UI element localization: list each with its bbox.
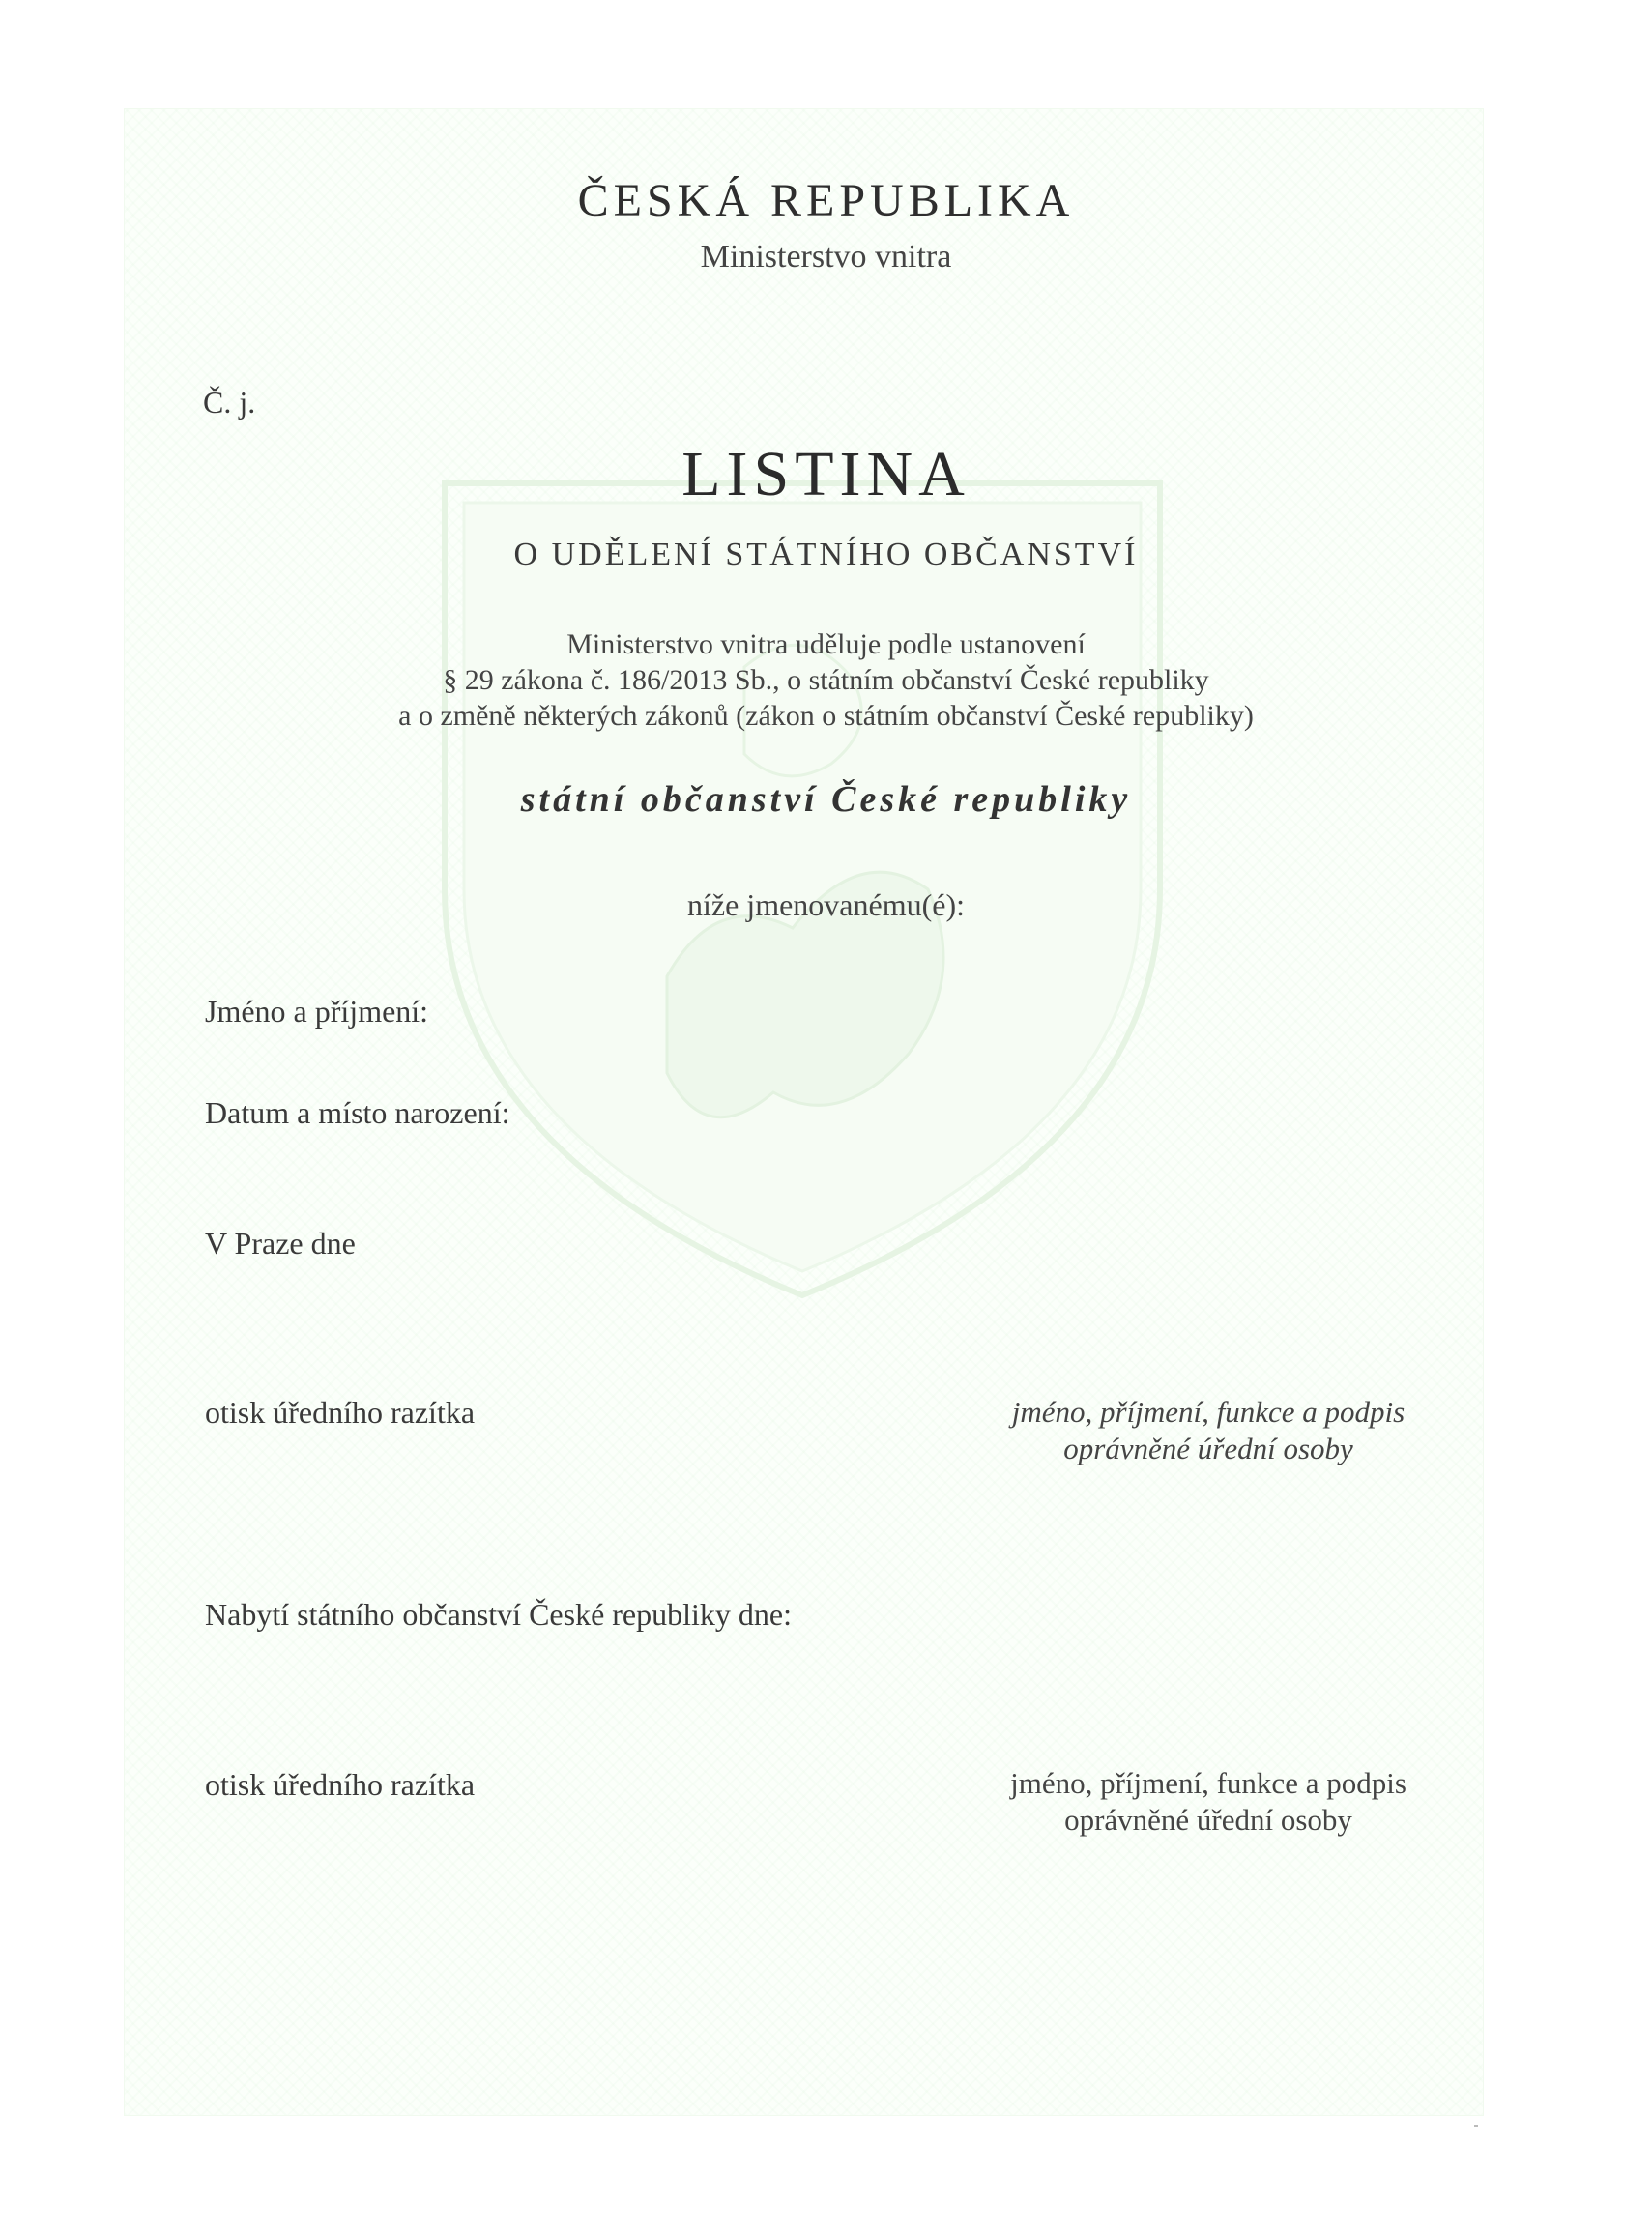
official-line-2: oprávněné úřední osoby bbox=[1064, 1803, 1352, 1837]
birth-field-label: Datum a místo narození: bbox=[205, 1095, 510, 1130]
place-date-label: V Praze dne bbox=[205, 1226, 356, 1261]
granted-citizenship: státní občanství České republiky bbox=[520, 779, 1132, 820]
official-line-2: oprávněné úřední osoby bbox=[1063, 1432, 1353, 1465]
legal-basis-text bbox=[0, 626, 1652, 734]
official-signature-block-1 bbox=[928, 1394, 1489, 1467]
speck bbox=[1474, 2125, 1478, 2127]
name-field-label: Jméno a příjmení: bbox=[205, 994, 429, 1029]
document-title: LISTINA bbox=[681, 439, 971, 509]
official-line-1: jméno, příjmení, funkce a podpis bbox=[1011, 1395, 1406, 1429]
country-heading: ČESKÁ REPUBLIKA bbox=[577, 175, 1075, 226]
recipient-intro: níže jmenovanému(é): bbox=[687, 887, 965, 922]
ministry-name: Ministerstvo vnitra bbox=[700, 239, 952, 275]
stamp-label-1: otisk úředního razítka bbox=[205, 1395, 476, 1430]
stamp-label-2: otisk úředního razítka bbox=[205, 1767, 476, 1802]
official-signature-block-2 bbox=[928, 1765, 1489, 1839]
document-subtitle: O UDĚLENÍ STÁTNÍHO OBČANSTVÍ bbox=[513, 537, 1139, 572]
acquisition-date-label: Nabytí státního občanství České republiky dne: bbox=[205, 1597, 792, 1632]
legal-line-2: § 29 zákona č. 186/2013 Sb., o státním občanství České republiky bbox=[443, 664, 1209, 696]
legal-line-3: a o změně některých zákonů (zákon o státním občanství České republiky) bbox=[398, 700, 1254, 732]
legal-line-1: Ministerstvo vnitra uděluje podle ustanovení bbox=[566, 628, 1086, 660]
official-line-1: jméno, příjmení, funkce a podpis bbox=[1010, 1766, 1406, 1800]
reference-number-label: Č. j. bbox=[203, 385, 256, 420]
